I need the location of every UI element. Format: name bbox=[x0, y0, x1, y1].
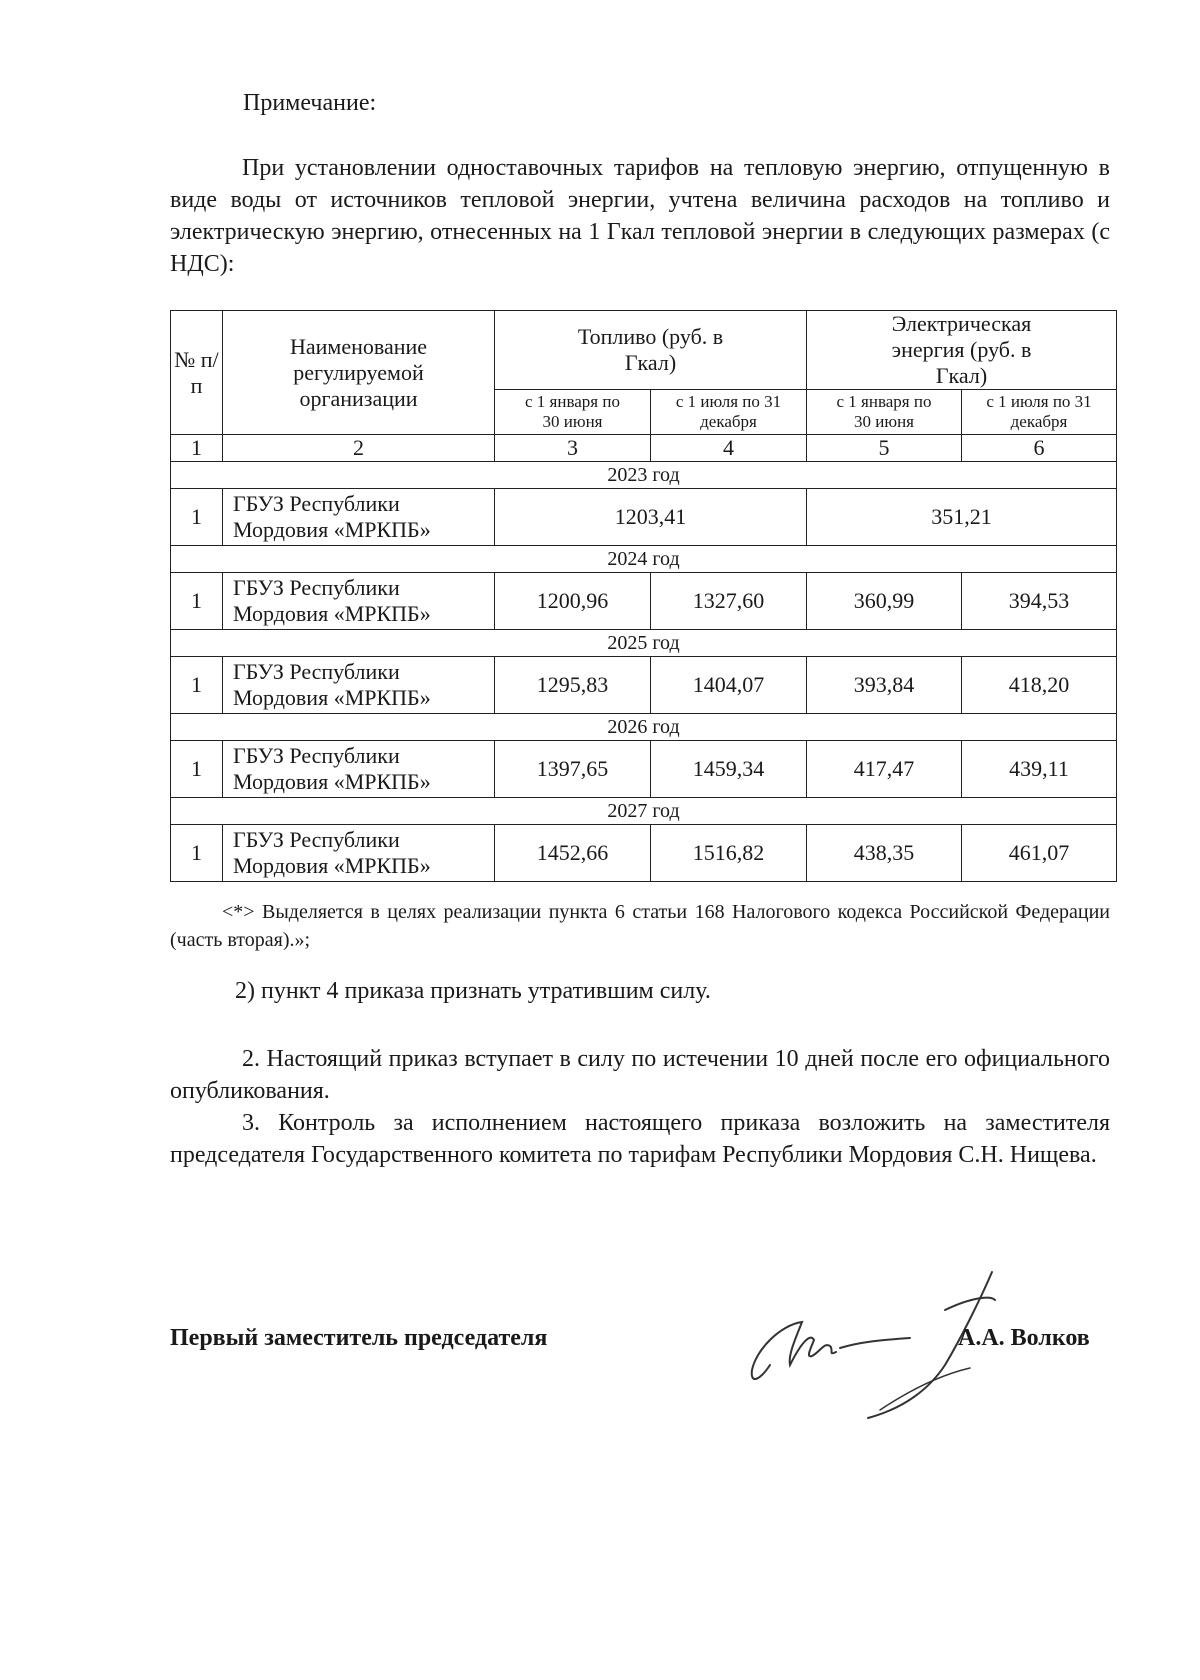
row-num: 1 bbox=[171, 657, 223, 714]
el-h1-value: 438,35 bbox=[807, 825, 962, 882]
column-number: 1 bbox=[171, 435, 223, 462]
header-el-period1: с 1 января по 30 июня bbox=[807, 390, 962, 435]
table-row bbox=[171, 657, 1117, 714]
column-number-row bbox=[171, 435, 1117, 462]
signer-name: А.А. Волков bbox=[958, 1325, 1090, 1351]
el-h1-value: 393,84 bbox=[807, 657, 962, 714]
header-fuel-period2: с 1 июля по 31 декабря bbox=[651, 390, 807, 435]
year-row-2025 bbox=[171, 630, 1117, 657]
column-number: 6 bbox=[962, 435, 1117, 462]
year-label: 2025 год bbox=[171, 630, 1117, 657]
year-label: 2023 год bbox=[171, 462, 1117, 489]
fuel-h1-value: 1452,66 bbox=[495, 825, 651, 882]
column-number: 5 bbox=[807, 435, 962, 462]
header-fuel-period1: с 1 января по 30 июня bbox=[495, 390, 651, 435]
el-h1-value: 360,99 bbox=[807, 573, 962, 630]
fuel-h2-value: 1459,34 bbox=[651, 741, 807, 798]
header-org: Наименование регулируемой организации bbox=[223, 311, 495, 435]
column-number: 4 bbox=[651, 435, 807, 462]
header-num: № п/п bbox=[171, 311, 223, 435]
signer-title: Первый заместитель председателя bbox=[170, 1325, 548, 1351]
year-row-2024 bbox=[171, 546, 1117, 573]
row-num: 1 bbox=[171, 825, 223, 882]
row-org: ГБУЗ Республики Мордовия «МРКПБ» bbox=[223, 825, 495, 882]
year-row-2026 bbox=[171, 714, 1117, 741]
fuel-h1-value: 1200,96 bbox=[495, 573, 651, 630]
row-org: ГБУЗ Республики Мордовия «МРКПБ» bbox=[223, 573, 495, 630]
footnote: <*> Выделяется в целях реализации пункта 6 статьи 168 Налогового кодекса Российской Федерации (часть вторая).»; bbox=[170, 901, 1110, 951]
row-org: ГБУЗ Республики Мордовия «МРКПБ» bbox=[223, 489, 495, 546]
note-title: Примечание: bbox=[243, 90, 377, 116]
fuel-h1-value: 1295,83 bbox=[495, 657, 651, 714]
table-row bbox=[171, 825, 1117, 882]
table-row bbox=[171, 741, 1117, 798]
control-paragraph: 3. Контроль за исполнением настоящего приказа возложить на заместителя председателя Государственного комитета по тарифам Республики Мордовия С.Н. Нищева. bbox=[170, 1110, 1110, 1168]
table-row bbox=[171, 573, 1117, 630]
el-h2-value: 418,20 bbox=[962, 657, 1117, 714]
row-num: 1 bbox=[171, 489, 223, 546]
fuel-h1-value: 1397,65 bbox=[495, 741, 651, 798]
year-label: 2026 год bbox=[171, 714, 1117, 741]
row-num: 1 bbox=[171, 741, 223, 798]
header-row-1 bbox=[171, 311, 1117, 390]
intro-paragraph: При установлении одноставочных тарифов на тепловую энергию, отпущенную в виде воды от источников тепловой энергии, учтена величина расходов на топливо и электрическую энергию, отнесенных на 1 Гкал тепловой энергии в следующих размерах (с НДС): bbox=[170, 155, 1110, 277]
header-fuel: Топливо (руб. в Гкал) bbox=[495, 311, 807, 390]
fuel-h2-value: 1404,07 bbox=[651, 657, 807, 714]
tariffs-table bbox=[170, 310, 1117, 882]
fuel-h2-value: 1327,60 bbox=[651, 573, 807, 630]
year-row-2023 bbox=[171, 462, 1117, 489]
header-electricity: Электрическая энергия (руб. в Гкал) bbox=[807, 311, 1117, 390]
column-number: 3 bbox=[495, 435, 651, 462]
column-number: 2 bbox=[223, 435, 495, 462]
fuel-value: 1203,41 bbox=[495, 489, 807, 546]
effect-paragraph: 2. Настоящий приказ вступает в силу по истечении 10 дней после его официального опубликования. bbox=[170, 1046, 1110, 1104]
year-label: 2027 год bbox=[171, 798, 1117, 825]
fuel-h2-value: 1516,82 bbox=[651, 825, 807, 882]
electricity-value: 351,21 bbox=[807, 489, 1117, 546]
year-row-2027 bbox=[171, 798, 1117, 825]
el-h2-value: 439,11 bbox=[962, 741, 1117, 798]
row-org: ГБУЗ Республики Мордовия «МРКПБ» bbox=[223, 741, 495, 798]
el-h1-value: 417,47 bbox=[807, 741, 962, 798]
item-2: 2) пункт 4 приказа признать утратившим силу. bbox=[235, 978, 711, 1004]
row-org: ГБУЗ Республики Мордовия «МРКПБ» bbox=[223, 657, 495, 714]
el-h2-value: 394,53 bbox=[962, 573, 1117, 630]
el-h2-value: 461,07 bbox=[962, 825, 1117, 882]
row-num: 1 bbox=[171, 573, 223, 630]
year-label: 2024 год bbox=[171, 546, 1117, 573]
header-el-period2: с 1 июля по 31 декабря bbox=[962, 390, 1117, 435]
table-row bbox=[171, 489, 1117, 546]
